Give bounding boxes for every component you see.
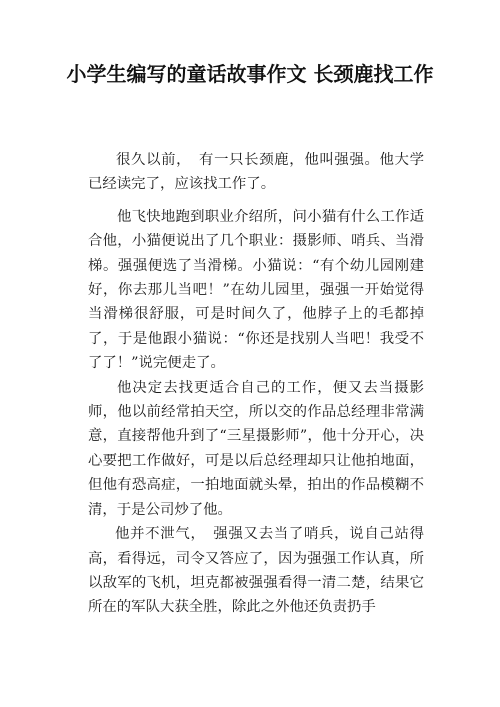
paragraph: 他飞快地跑到职业介绍所，问小猫有什么工作适合他，小猫便说出了几个职业：摄影师、哨兵、当滑梯。强强便选了当滑梯。小猫说：“有个幼儿园刚建好，你去那儿当吧！”在幼儿园里，强强一开始觉得当滑梯很舒服，可是时间久了，他脖子上的毛都掉了，于是他跟小猫说：“你还是找别人当吧！我受不了了！”说完便走了。 [88, 208, 424, 372]
document-title: 小学生编写的童话故事作文 长颈鹿找工作 [66, 62, 434, 86]
document-body [88, 148, 424, 620]
paragraph: 他并不泄气， 强强又去当了哨兵，说自己站得高，看得远，司令又答应了，因为强强工作认真，所以敌军的飞机，坦克都被强强看得一清二楚，结果它所在的军队大获全胜，除此之外他还负责扔手 [88, 526, 424, 616]
paragraph: 很久以前， 有一只长颈鹿，他叫强强。他大学已经读完了，应该找工作了。 [88, 152, 424, 193]
paragraph: 他决定去找更适合自己的工作，便又去当摄影师，他以前经常拍天空，所以交的作品总经理非常满意，直接帮他升到了“三星摄影师”，他十分开心，决心要把工作做好，可是以后总经理却只让他拍地面，但他有恐高症，一拍地面就头晕，拍出的作品模糊不清，于是公司炒了他。 [88, 379, 424, 518]
